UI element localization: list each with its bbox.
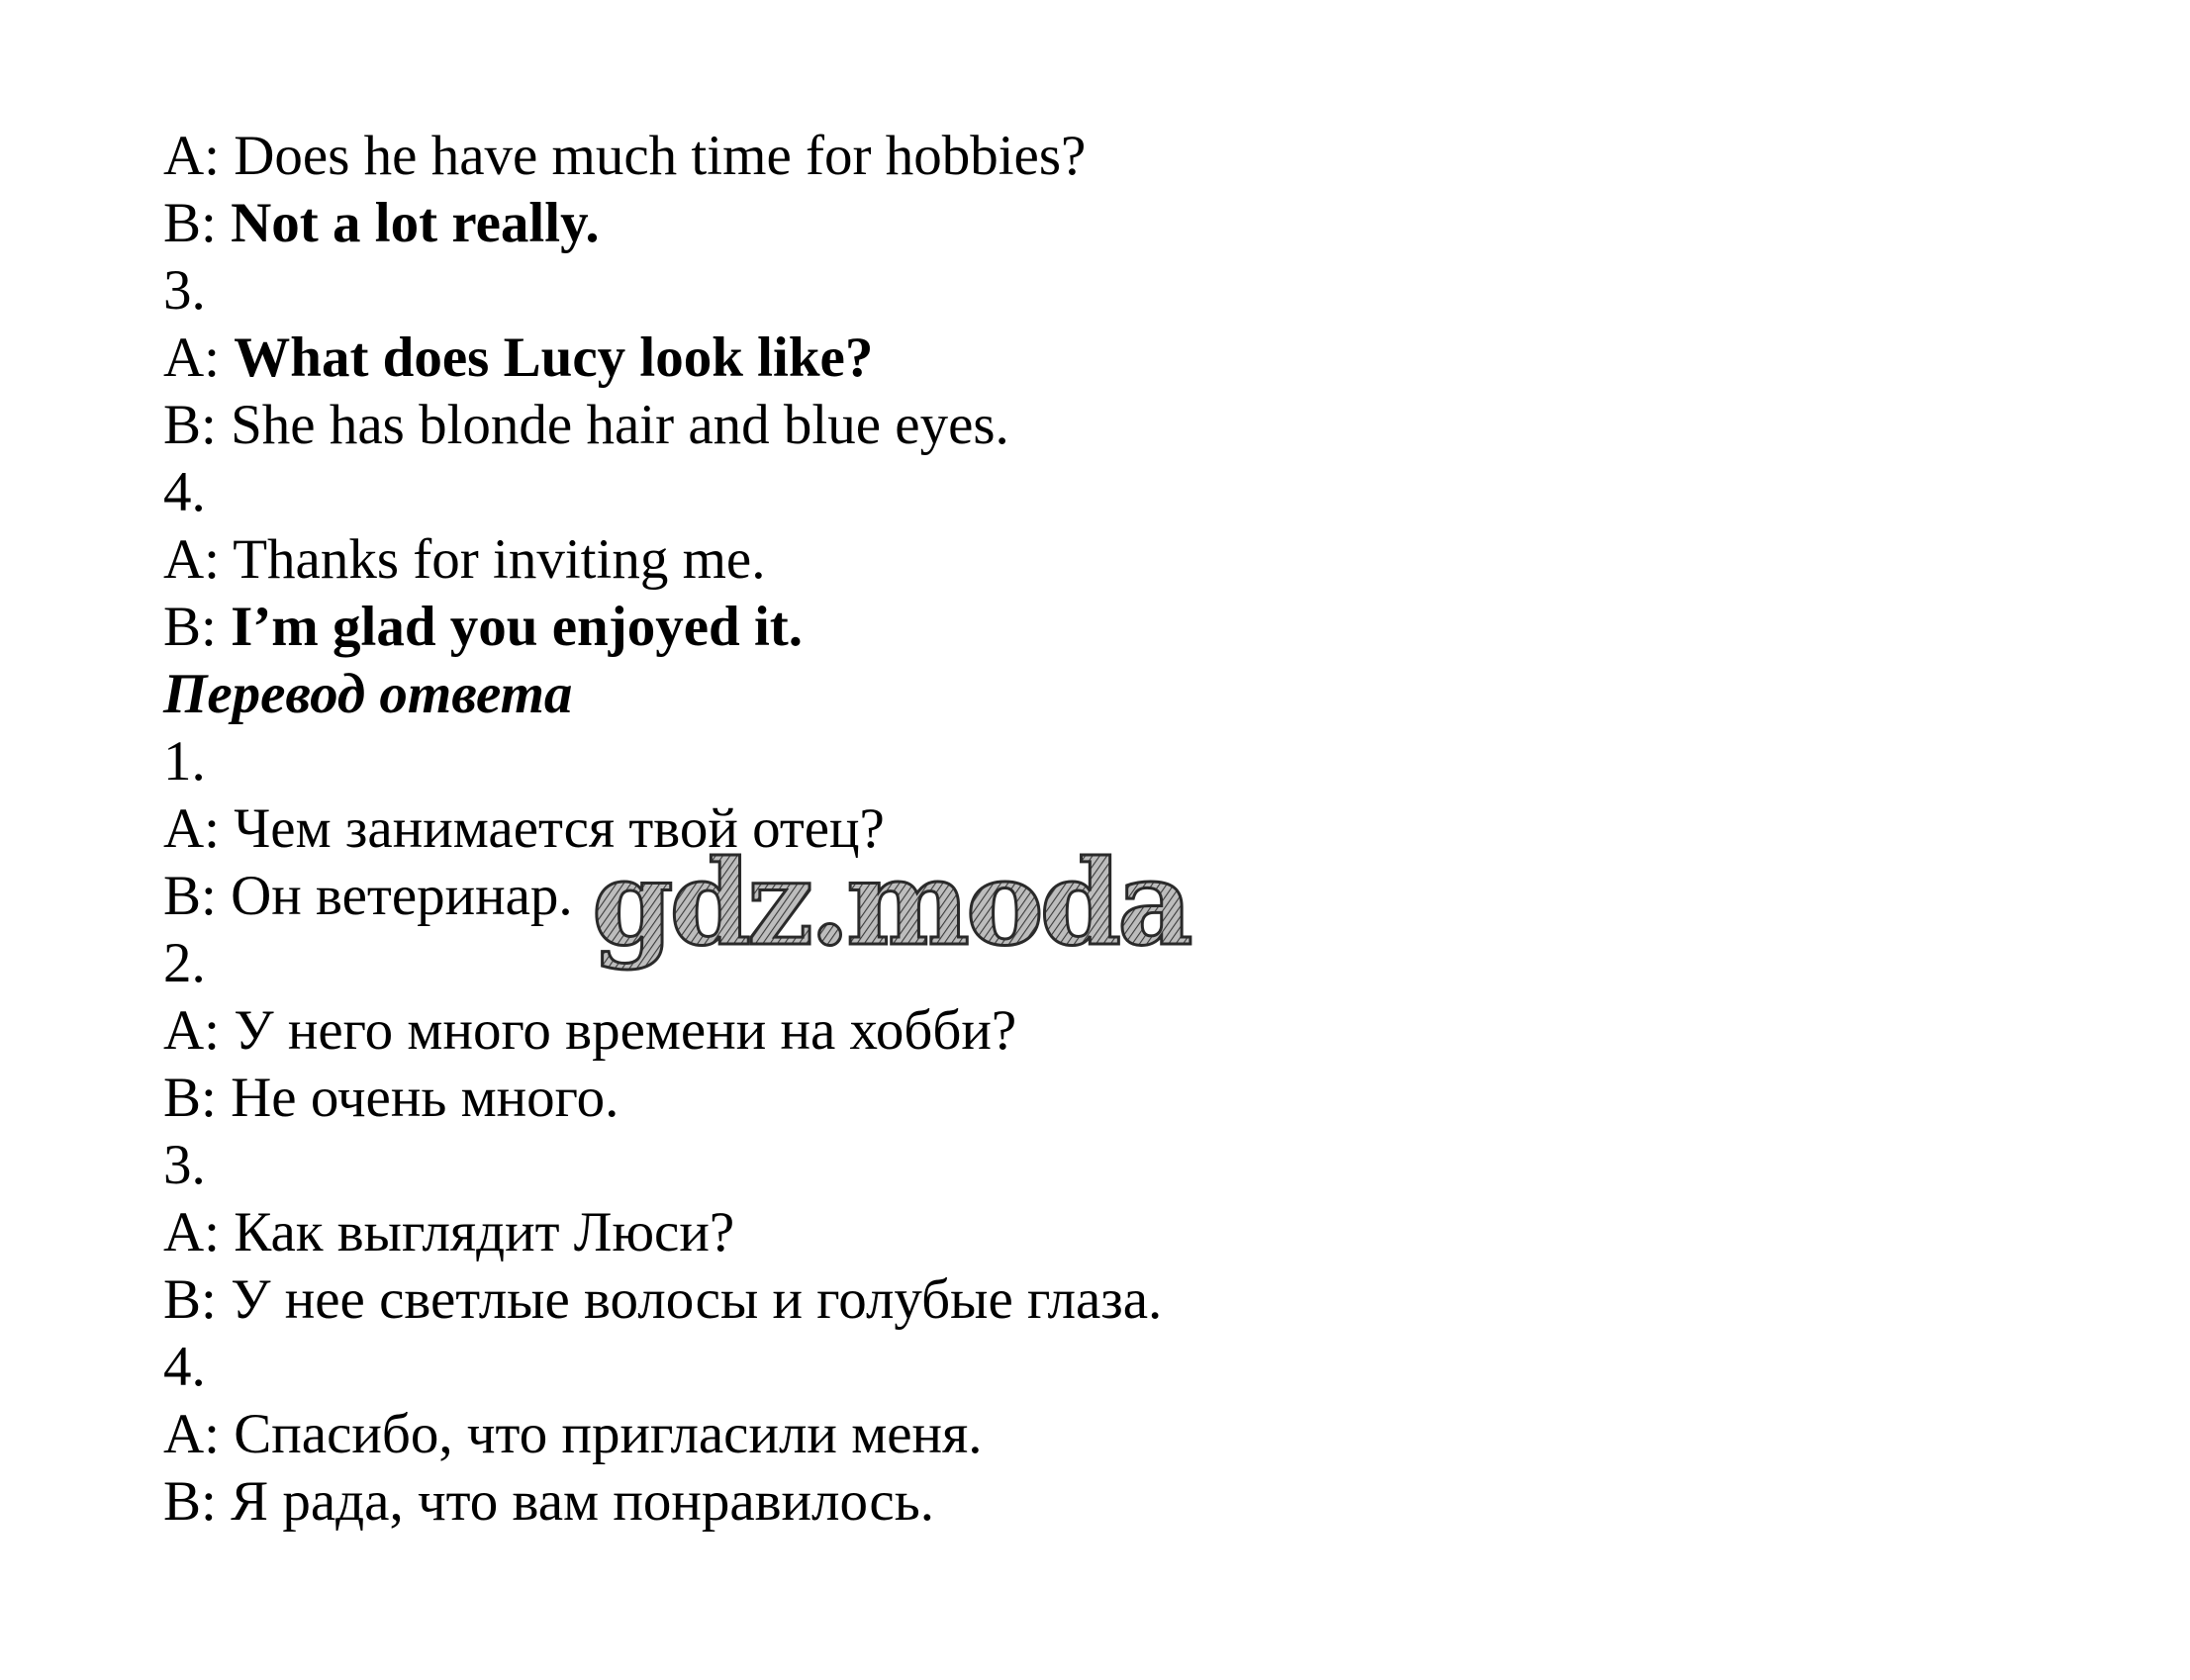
- speaker-label: А:: [163, 1403, 235, 1465]
- line-text: Как выглядит Люси?: [234, 1201, 735, 1263]
- dialogue-line: [163, 1199, 1162, 1266]
- line-text: У нее светлые волосы и голубые глаза.: [231, 1268, 1163, 1331]
- line-text: Чем занимается твой отец?: [234, 797, 885, 860]
- speaker-label: В:: [163, 1268, 232, 1331]
- dialogue-line: [163, 123, 1162, 190]
- dialogue-line: [163, 594, 1162, 661]
- dialogue-line: [163, 526, 1162, 594]
- dialogue-line: [163, 1065, 1162, 1132]
- speaker-label: B:: [163, 394, 232, 456]
- line-text: У него много времени на хобби?: [234, 999, 1017, 1062]
- item-number: 1.: [163, 730, 206, 793]
- translation-heading: Перевод ответа: [163, 663, 573, 725]
- dialogue-line: [163, 190, 1162, 257]
- answer-text: What does Lucy look like?: [234, 327, 874, 389]
- item-number: 3.: [163, 259, 206, 322]
- line-text: Не очень много.: [231, 1067, 619, 1129]
- speaker-label: В:: [163, 865, 232, 927]
- watermark-logo: [586, 833, 1219, 1001]
- line-text: She has blonde hair and blue eyes.: [231, 394, 1009, 456]
- answer-text: I’m glad you enjoyed it.: [231, 596, 804, 658]
- speaker-label: А:: [163, 797, 235, 860]
- item-number: 4.: [163, 1336, 206, 1398]
- watermark-graphic: [586, 833, 1219, 1001]
- line-text: Thanks for inviting me.: [233, 528, 766, 591]
- speaker-label: В:: [163, 1470, 232, 1533]
- line-text: Он ветеринар.: [231, 865, 573, 927]
- speaker-label: В:: [163, 1067, 232, 1129]
- speaker-label: B:: [163, 192, 232, 254]
- dialogue-line: [163, 392, 1162, 459]
- line-text: Спасибо, что пригласили меня.: [234, 1403, 983, 1465]
- document-body: [163, 123, 1162, 1536]
- speaker-label: A:: [163, 327, 235, 389]
- speaker-label: A:: [163, 125, 235, 187]
- item-number: 2.: [163, 932, 206, 994]
- dialogue-line: [163, 997, 1162, 1065]
- speaker-label: A:: [163, 528, 234, 591]
- line-text: Я рада, что вам понравилось.: [231, 1470, 934, 1533]
- dialogue-line: [163, 1468, 1162, 1536]
- dialogue-line: [163, 325, 1162, 392]
- speaker-label: А:: [163, 999, 235, 1062]
- dialogue-line: [163, 1266, 1162, 1334]
- answer-text: Not a lot really.: [231, 192, 600, 254]
- speaker-label: B:: [163, 596, 232, 658]
- line-text: Does he have much time for hobbies?: [234, 125, 1087, 187]
- speaker-label: А:: [163, 1201, 235, 1263]
- dialogue-line: [163, 1401, 1162, 1468]
- watermark-text: gdz.moda: [592, 834, 1190, 972]
- item-number: 3.: [163, 1134, 206, 1196]
- item-number: 4.: [163, 461, 206, 523]
